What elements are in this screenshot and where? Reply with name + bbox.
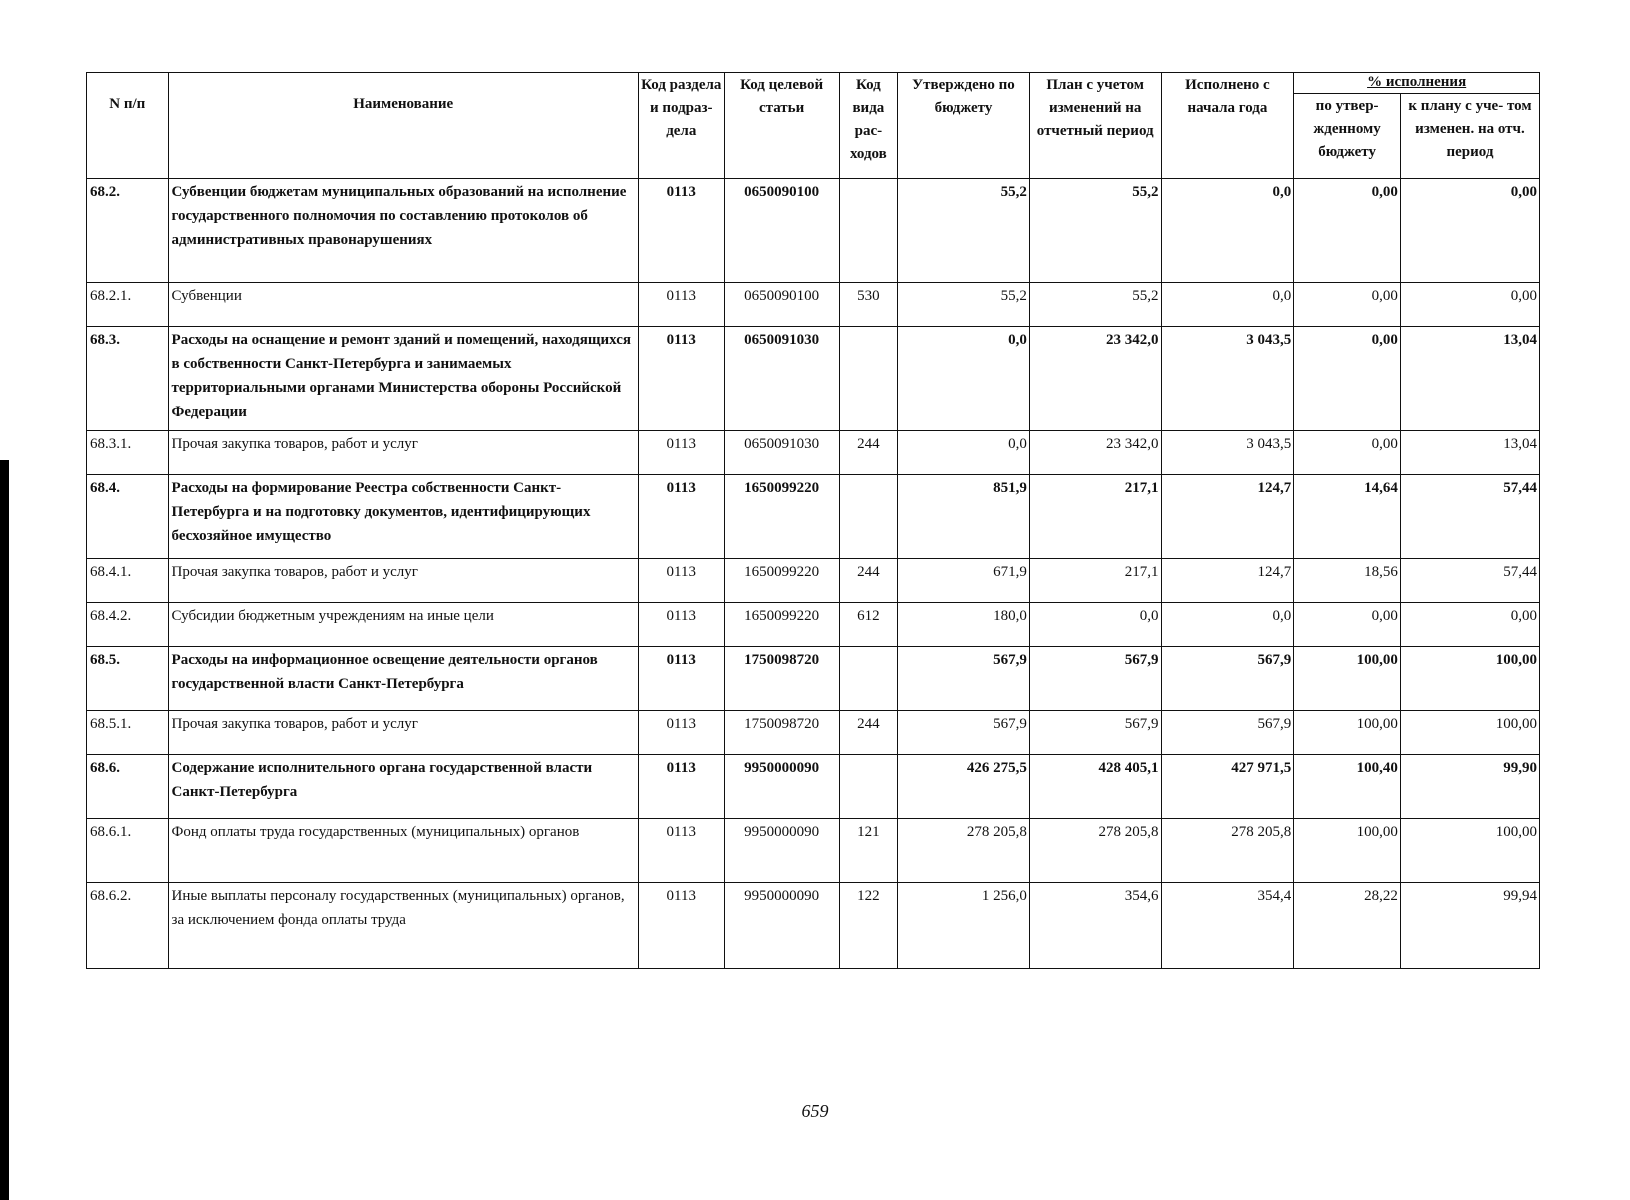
table-body xyxy=(87,179,1540,969)
row-plan: 23 342,0 xyxy=(1029,431,1161,475)
row-number: 68.4. xyxy=(87,475,169,559)
row-target-code: 9950000090 xyxy=(724,819,839,883)
row-name: Фонд оплаты труда государственных (муниципальных) органов xyxy=(168,819,638,883)
row-number: 68.6. xyxy=(87,755,169,819)
row-pct-budget: 100,40 xyxy=(1294,755,1401,819)
row-target-code: 0650091030 xyxy=(724,431,839,475)
row-section-code: 0113 xyxy=(638,559,724,603)
row-plan: 0,0 xyxy=(1029,603,1161,647)
row-expense-code: 244 xyxy=(839,711,898,755)
row-expense-code: 244 xyxy=(839,431,898,475)
row-name: Прочая закупка товаров, работ и услуг xyxy=(168,559,638,603)
header-pct-group: % исполнения xyxy=(1294,73,1540,94)
row-plan: 23 342,0 xyxy=(1029,327,1161,431)
row-approved: 426 275,5 xyxy=(898,755,1030,819)
row-plan: 567,9 xyxy=(1029,647,1161,711)
table-row xyxy=(87,755,1540,819)
table-row xyxy=(87,327,1540,431)
row-target-code: 1750098720 xyxy=(724,711,839,755)
row-pct-plan: 57,44 xyxy=(1400,559,1539,603)
row-plan: 55,2 xyxy=(1029,283,1161,327)
row-approved: 1 256,0 xyxy=(898,883,1030,969)
row-target-code: 1750098720 xyxy=(724,647,839,711)
row-pct-plan: 0,00 xyxy=(1400,179,1539,283)
row-pct-plan: 100,00 xyxy=(1400,647,1539,711)
header-approved: Утверждено по бюджету xyxy=(898,73,1030,179)
row-number: 68.2. xyxy=(87,179,169,283)
row-name: Субсидии бюджетным учреждениям на иные цели xyxy=(168,603,638,647)
table-row xyxy=(87,883,1540,969)
row-executed: 427 971,5 xyxy=(1161,755,1294,819)
row-name: Расходы на оснащение и ремонт зданий и помещений, находящихся в собственности Санкт-Петербурга и занимаемых территориальными органами Министерства обороны Российской Федерации xyxy=(168,327,638,431)
row-target-code: 1650099220 xyxy=(724,603,839,647)
row-section-code: 0113 xyxy=(638,431,724,475)
row-pct-budget: 100,00 xyxy=(1294,819,1401,883)
header-num: N п/п xyxy=(87,73,169,179)
scan-edge-bar xyxy=(0,460,9,1200)
row-target-code: 0650090100 xyxy=(724,179,839,283)
header-executed: Исполнено с начала года xyxy=(1161,73,1294,179)
row-name: Иные выплаты персоналу государственных (муниципальных) органов, за исключением фонда оплаты труда xyxy=(168,883,638,969)
row-pct-budget: 0,00 xyxy=(1294,431,1401,475)
row-section-code: 0113 xyxy=(638,819,724,883)
row-plan: 354,6 xyxy=(1029,883,1161,969)
row-number: 68.6.1. xyxy=(87,819,169,883)
row-name: Расходы на формирование Реестра собственности Санкт-Петербурга и на подготовку документов, идентифицирующих бесхозяйное имущество xyxy=(168,475,638,559)
row-executed: 124,7 xyxy=(1161,559,1294,603)
row-plan: 217,1 xyxy=(1029,475,1161,559)
table-row xyxy=(87,283,1540,327)
row-number: 68.3. xyxy=(87,327,169,431)
row-approved: 671,9 xyxy=(898,559,1030,603)
row-expense-code xyxy=(839,327,898,431)
row-pct-plan: 57,44 xyxy=(1400,475,1539,559)
table-row xyxy=(87,475,1540,559)
row-approved: 180,0 xyxy=(898,603,1030,647)
row-name: Субвенции xyxy=(168,283,638,327)
row-pct-budget: 0,00 xyxy=(1294,283,1401,327)
row-executed: 278 205,8 xyxy=(1161,819,1294,883)
row-plan: 217,1 xyxy=(1029,559,1161,603)
row-pct-budget: 14,64 xyxy=(1294,475,1401,559)
row-section-code: 0113 xyxy=(638,647,724,711)
row-plan: 567,9 xyxy=(1029,711,1161,755)
table-row xyxy=(87,819,1540,883)
row-name: Субвенции бюджетам муниципальных образований на исполнение государственного полномочия по составлению протоколов об административных правонарушениях xyxy=(168,179,638,283)
row-section-code: 0113 xyxy=(638,475,724,559)
row-number: 68.4.1. xyxy=(87,559,169,603)
row-name: Прочая закупка товаров, работ и услуг xyxy=(168,711,638,755)
row-executed: 0,0 xyxy=(1161,179,1294,283)
row-approved: 567,9 xyxy=(898,647,1030,711)
page-number: 659 xyxy=(801,1101,829,1121)
row-section-code: 0113 xyxy=(638,883,724,969)
row-section-code: 0113 xyxy=(638,603,724,647)
row-section-code: 0113 xyxy=(638,711,724,755)
row-target-code: 9950000090 xyxy=(724,883,839,969)
row-expense-code: 121 xyxy=(839,819,898,883)
row-pct-plan: 13,04 xyxy=(1400,431,1539,475)
row-target-code: 0650091030 xyxy=(724,327,839,431)
row-expense-code: 244 xyxy=(839,559,898,603)
row-approved: 278 205,8 xyxy=(898,819,1030,883)
row-name: Расходы на информационное освещение деятельности органов государственной власти Санкт-Петербурга xyxy=(168,647,638,711)
table-row xyxy=(87,711,1540,755)
row-pct-plan: 0,00 xyxy=(1400,283,1539,327)
table-row xyxy=(87,431,1540,475)
row-pct-budget: 0,00 xyxy=(1294,327,1401,431)
header-pct-budget: по утвер- жденному бюджету xyxy=(1294,94,1401,179)
header-pct-plan: к плану с уче- том изменен. на отч. период xyxy=(1400,94,1539,179)
table-row xyxy=(87,603,1540,647)
row-number: 68.3.1. xyxy=(87,431,169,475)
row-expense-code xyxy=(839,179,898,283)
header-expense-code: Код вида рас- ходов xyxy=(839,73,898,179)
row-section-code: 0113 xyxy=(638,327,724,431)
row-expense-code xyxy=(839,755,898,819)
row-expense-code: 612 xyxy=(839,603,898,647)
header-section-code: Код раздела и подраз- дела xyxy=(638,73,724,179)
row-expense-code xyxy=(839,475,898,559)
row-pct-plan: 99,94 xyxy=(1400,883,1539,969)
row-executed: 0,0 xyxy=(1161,603,1294,647)
row-approved: 55,2 xyxy=(898,283,1030,327)
row-pct-plan: 13,04 xyxy=(1400,327,1539,431)
row-expense-code: 530 xyxy=(839,283,898,327)
row-approved: 0,0 xyxy=(898,431,1030,475)
row-pct-plan: 100,00 xyxy=(1400,711,1539,755)
row-plan: 428 405,1 xyxy=(1029,755,1161,819)
header-plan: План с учетом изменений на отчетный период xyxy=(1029,73,1161,179)
row-target-code: 0650090100 xyxy=(724,283,839,327)
row-target-code: 1650099220 xyxy=(724,475,839,559)
table-row xyxy=(87,179,1540,283)
row-pct-budget: 100,00 xyxy=(1294,647,1401,711)
row-pct-budget: 0,00 xyxy=(1294,603,1401,647)
row-executed: 567,9 xyxy=(1161,647,1294,711)
row-plan: 278 205,8 xyxy=(1029,819,1161,883)
row-name: Содержание исполнительного органа государственной власти Санкт-Петербурга xyxy=(168,755,638,819)
header-target-code: Код целевой статьи xyxy=(724,73,839,179)
row-pct-plan: 99,90 xyxy=(1400,755,1539,819)
row-section-code: 0113 xyxy=(638,283,724,327)
row-executed: 3 043,5 xyxy=(1161,431,1294,475)
header-name: Наименование xyxy=(168,73,638,179)
row-number: 68.2.1. xyxy=(87,283,169,327)
table-row xyxy=(87,559,1540,603)
row-plan: 55,2 xyxy=(1029,179,1161,283)
row-pct-budget: 18,56 xyxy=(1294,559,1401,603)
row-approved: 567,9 xyxy=(898,711,1030,755)
row-pct-plan: 0,00 xyxy=(1400,603,1539,647)
row-pct-budget: 28,22 xyxy=(1294,883,1401,969)
row-approved: 0,0 xyxy=(898,327,1030,431)
row-executed: 3 043,5 xyxy=(1161,327,1294,431)
row-pct-plan: 100,00 xyxy=(1400,819,1539,883)
row-executed: 0,0 xyxy=(1161,283,1294,327)
table-row xyxy=(87,647,1540,711)
row-number: 68.6.2. xyxy=(87,883,169,969)
row-pct-budget: 0,00 xyxy=(1294,179,1401,283)
row-pct-budget: 100,00 xyxy=(1294,711,1401,755)
row-expense-code: 122 xyxy=(839,883,898,969)
row-number: 68.5.1. xyxy=(87,711,169,755)
row-approved: 55,2 xyxy=(898,179,1030,283)
row-executed: 124,7 xyxy=(1161,475,1294,559)
row-section-code: 0113 xyxy=(638,755,724,819)
row-section-code: 0113 xyxy=(638,179,724,283)
row-approved: 851,9 xyxy=(898,475,1030,559)
row-target-code: 9950000090 xyxy=(724,755,839,819)
row-executed: 567,9 xyxy=(1161,711,1294,755)
row-name: Прочая закупка товаров, работ и услуг xyxy=(168,431,638,475)
budget-execution-table xyxy=(86,72,1540,969)
row-executed: 354,4 xyxy=(1161,883,1294,969)
row-number: 68.5. xyxy=(87,647,169,711)
row-number: 68.4.2. xyxy=(87,603,169,647)
row-target-code: 1650099220 xyxy=(724,559,839,603)
row-expense-code xyxy=(839,647,898,711)
table-header xyxy=(87,73,1540,179)
